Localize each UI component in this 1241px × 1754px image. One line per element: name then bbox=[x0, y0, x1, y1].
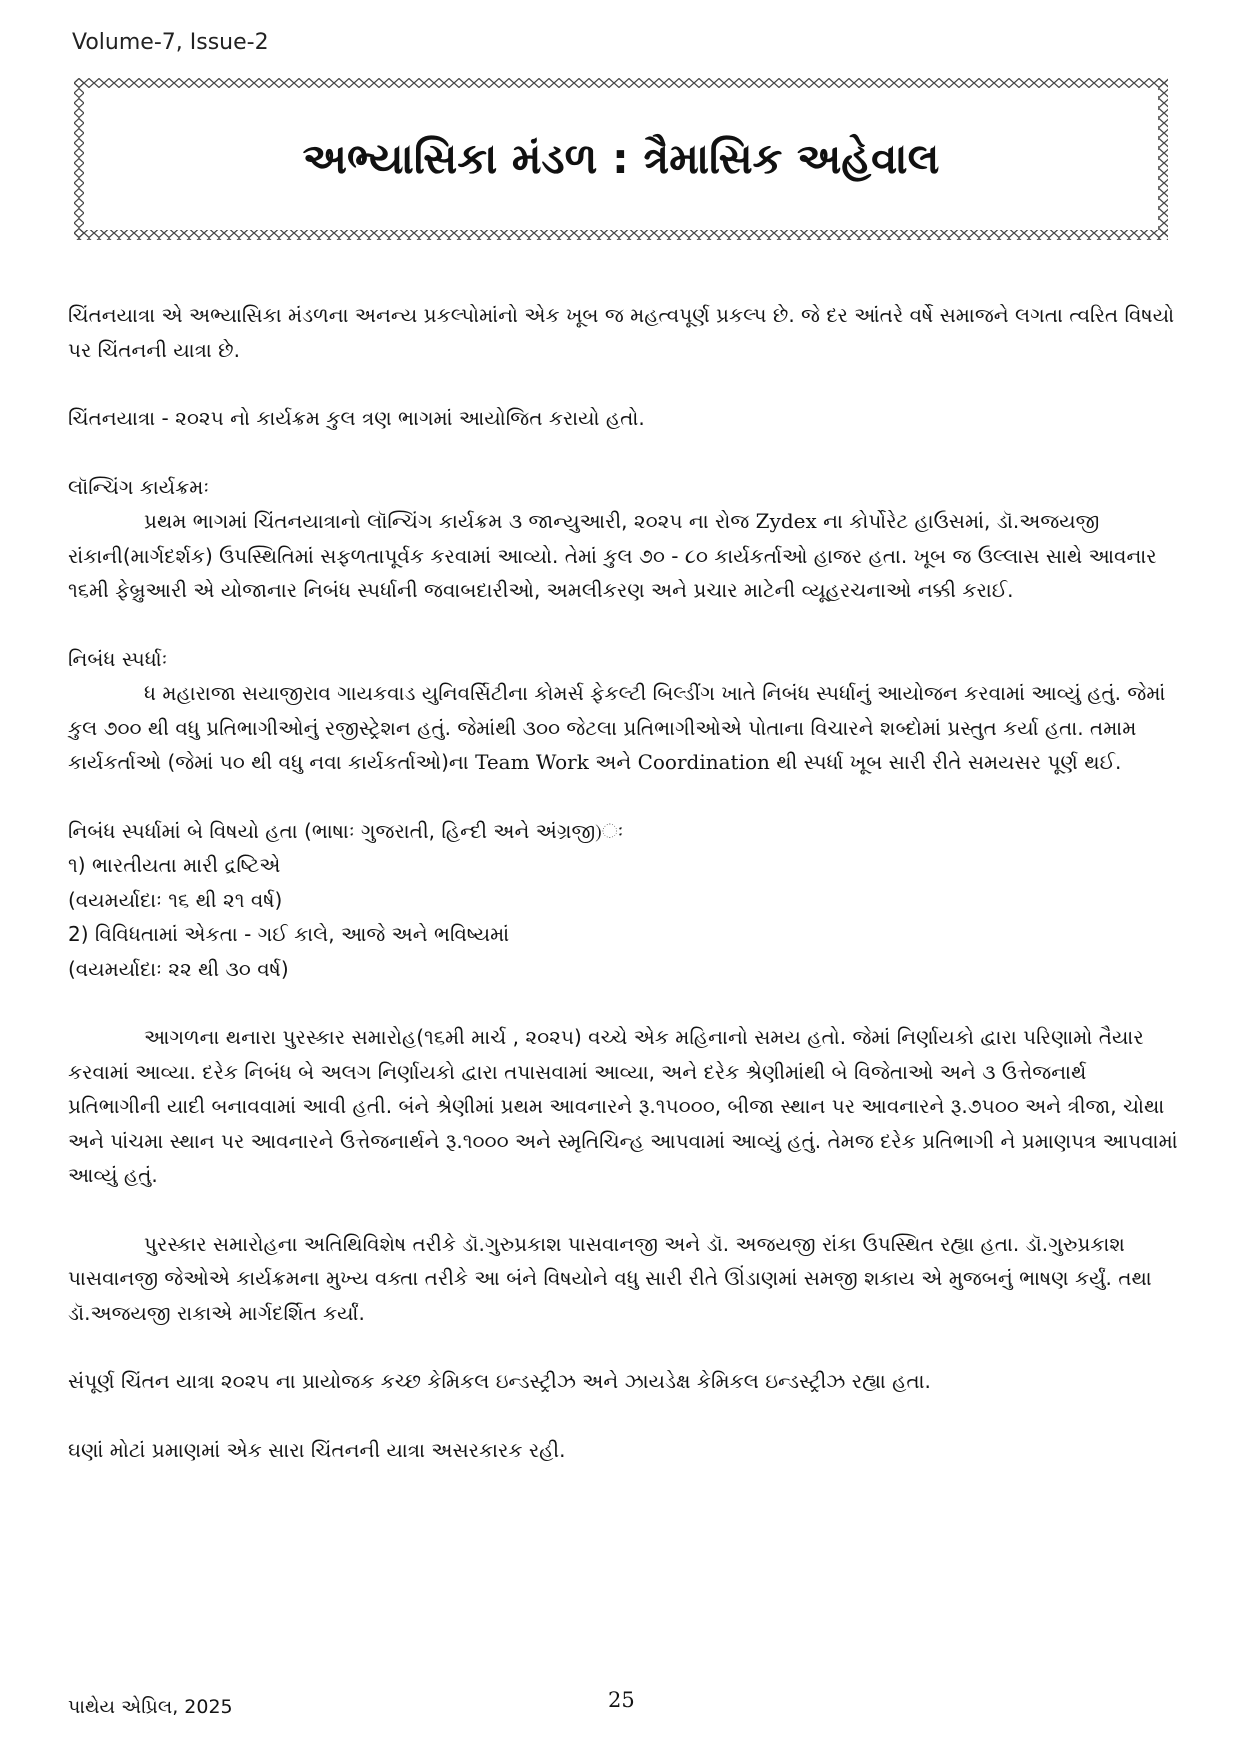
page-number: 25 bbox=[608, 1688, 635, 1712]
essay-paragraph bbox=[68, 676, 1178, 780]
launch-text-a: પ્રથમ ભાગમાં ચિંતનયાત્રાનો લૉન્ચિંગ કાર્યક્રમ ૩ જાન્યુઆરી, ૨૦૨૫ ના રોજ bbox=[144, 509, 756, 533]
launch-text-b: ના કોર્પોરેટ હાઉસમાં, ડૉ.અજયજી રાંકાની(માર્ગદર્શક) ઉપસ્થિતિમાં સફળતાપૂર્વક કરવામાં આવ્યો. તેમાં કુલ ૭૦ - ૮૦ કાર્યકર્તાઓ હાજર હતા. ખૂબ જ ઉલ્લાસ સાથે આવનાર ૧૬મી ફેબ્રુઆરી એ યોજાનાર નિબંધ સ્પર્ધાની જવાબદારીઓ, અમલીકરણ અને પ્રચાર માટેની વ્યૂહરચનાઓ નક્કી કરાઈ. bbox=[68, 509, 1157, 602]
essay-text-c: થી સ્પર્ધા ખૂબ સારી રીતે સમયસર પૂર્ણ થઈ. bbox=[769, 750, 1122, 774]
essay-latin-1: Team Work bbox=[475, 750, 589, 774]
article-body bbox=[68, 298, 1178, 1467]
sponsors-paragraph: સંપૂર્ણ ચિંતન યાત્રા ૨૦૨૫ ના પ્રાયોજક કચ્છ કેમિકલ ઇન્ડસ્ટ્રીઝ અને ઝાયડેક્ષ કેમિકલ ઇન્ડસ્ટ્રીઝ રહ્યા હતા. bbox=[68, 1369, 931, 1393]
topic-1: ૧) ભારતીયતા મારી દ્રષ્ટિએ bbox=[68, 853, 281, 877]
footer-publication: પાથેય એપ્રિલ, 2025 bbox=[68, 1696, 233, 1718]
program-summary: ચિંતનયાત્રા - ૨૦૨૫ નો કાર્યક્રમ કુલ ત્રણ ભાગમાં આયોજિત કરાયો હતો. bbox=[68, 406, 645, 430]
award-paragraph: આગળના થનારા પુરસ્કાર સમારોહ(૧૬મી માર્ચ , ૨૦૨૫) વચ્ચે એક મહિનાનો સમય હતો. જેમાં નિર્ણાયકો દ્વારા પરિણામો તૈયાર કરવામાં આવ્યા. દરેક નિબંધ બે અલગ નિર્ણાયકો દ્વારા તપાસવામાં આવ્યા, અને દરેક શ્રેણીમાંથી બે વિજેતાઓ અને ૩ ઉત્તેજનાર્થ પ્રતિભાગીની યાદી બનાવવામાં આવી હતી. બંને શ્રેણીમાં પ્રથમ આવનારને રૂ.૧૫૦૦૦, બીજા સ્થાન પર આવનારને રૂ.૭૫૦૦ અને ત્રીજા, ચોથા અને પાંચમા સ્થાન પર આવનારને ઉત્તેજનાર્થને રૂ.૧૦૦૦ અને સ્મૃતિચિન્હ આપવામાં આવ્યું હતું. તેમજ દરેક પ્રતિભાગી ને પ્રમાણપત્ર આપવામાં આવ્યું હતું. bbox=[68, 1025, 1178, 1187]
essay-latin-2: Coordination bbox=[637, 750, 770, 774]
launch-paragraph bbox=[68, 504, 1178, 608]
topic-2: 2) વિવિધતામાં એકતા - ગઈ કાલે, આજે અને ભવિષ્યમાં bbox=[68, 922, 510, 946]
topic-2-age: (વયમર્યાદાઃ ૨૨ થી ૩૦ વર્ષ) bbox=[68, 956, 289, 981]
topics-intro: નિબંધ સ્પર્ધામાં બે વિષયો હતા (ભાષાઃ ગુજરાતી, હિન્દી અને અંગ્રજી)ઃ bbox=[68, 818, 624, 843]
essay-text-b: અને bbox=[588, 750, 638, 774]
page-title: અભ્યાસિકા મંડળ : ત્રૈમાસિક અહેવાલ bbox=[302, 134, 940, 183]
essay-heading: નિબંધ સ્પર્ધાઃ bbox=[68, 646, 168, 671]
volume-issue-label: Volume-7, Issue-2 bbox=[72, 30, 269, 55]
guests-paragraph: પુરસ્કાર સમારોહના અતિથિવિશેષ તરીકે ડૉ.ગુરુપ્રકાશ પાસવાનજી અને ડૉ. અજયજી રાંકા ઉપસ્થિત રહ્યા હતા. ડૉ.ગુરુપ્રકાશ પાસવાનજી જેઓએ કાર્યક્રમના મુખ્ય વક્તા તરીકે આ બંને વિષયોને વધુ સારી રીતે ઊંડાણમાં સમજી શકાય એ મુજબનું ભાષણ કર્યું. તથા ડૉ.અજયજી રાકાએ માર્ગદર્શિત કર્યાં. bbox=[68, 1231, 1152, 1325]
essay-text-a: ધ મહારાજા સયાજીરાવ ગાયકવાડ યુનિવર્સિટીના કોમર્સ ફેકલ્ટી બિલ્ડીંગ ખાતે નિબંધ સ્પર્ધાનું આયોજન કરવામાં આવ્યું હતું. જેમાં કુલ ૭૦૦ થી વધુ પ્રતિભાગીઓનું રજીસ્ટ્રેશન હતું. જેમાંથી ૩૦૦ જેટલા પ્રતિભાગીઓએ પોતાના વિચારને શબ્દોમાં પ્રસ્તુત કર્યા હતા. તમામ કાર્યકર્તાઓ (જેમાં ૫૦ થી વધુ નવા કાર્યકર્તાઓ)ના bbox=[68, 681, 1166, 774]
launch-heading: લૉન્ચિંગ કાર્યક્રમઃ bbox=[68, 474, 210, 499]
title-frame bbox=[74, 78, 1168, 240]
topic-1-age: (વયમર્યાદાઃ ૧૬ થી ૨૧ વર્ષ) bbox=[68, 887, 283, 912]
launch-company: Zydex bbox=[755, 509, 817, 533]
closing-paragraph: ઘણાં મોટાં પ્રમાણમાં એક સારા ચિંતનની યાત્રા અસરકારક રહી. bbox=[68, 1437, 566, 1462]
intro-paragraph: ચિંતનયાત્રા એ અભ્યાસિકા મંડળના અનન્ય પ્રકલ્પોમાંનો એક ખૂબ જ મહત્વપૂર્ણ પ્રકલ્પ છે. જે દર આંતરે વર્ષે સમાજને લગતા ત્વરિત વિષયો પર ચિંતનની યાત્રા છે. bbox=[68, 303, 1175, 362]
